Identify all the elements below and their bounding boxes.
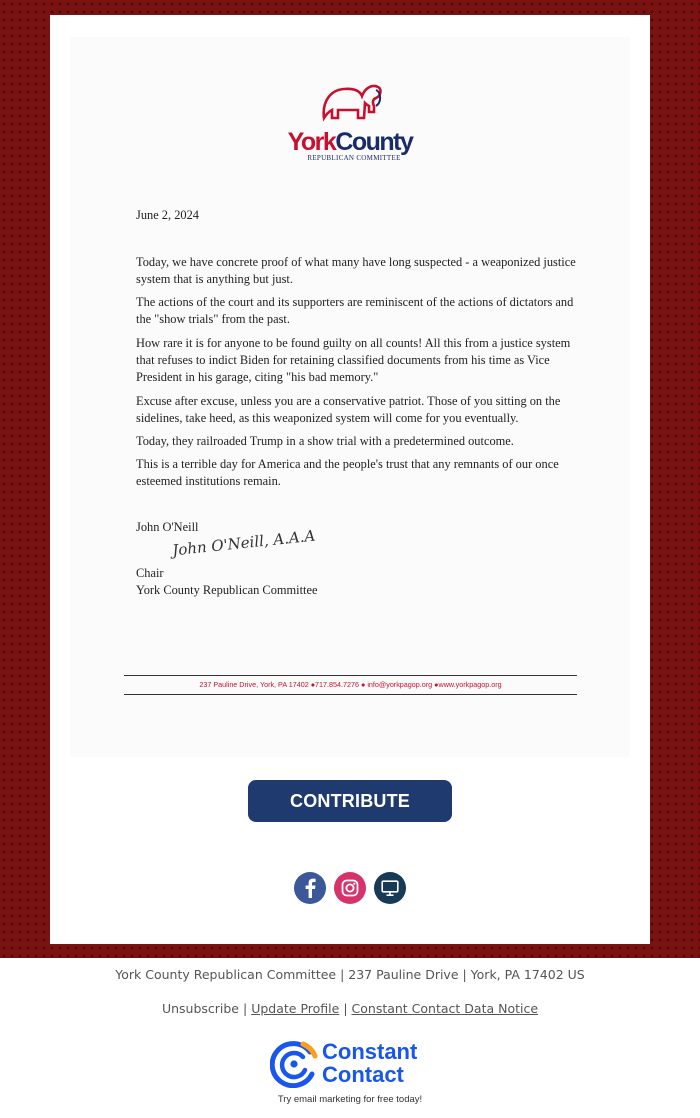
- instagram-link[interactable]: [334, 872, 366, 904]
- letterhead-footer-divider: [124, 694, 577, 695]
- contribute-button[interactable]: CONTRIBUTE: [248, 780, 452, 822]
- signer-organization: York County Republican Committee: [136, 583, 318, 597]
- logo-word-york: York: [287, 128, 336, 156]
- signer-name: John O'Neill: [136, 520, 199, 534]
- constant-contact-word-2: Contact: [322, 1062, 404, 1087]
- letterhead-footer-contact: 237 Pauline Drive, York, PA 17402 ●717.854.7276 ● info@yorkpagop.org ●www.yorkpagop.org: [199, 680, 502, 689]
- unsubscribe-link[interactable]: Unsubscribe: [161, 1001, 240, 1016]
- letter-paragraph: Excuse after excuse, unless you are a conservative patriot. Those of you sitting on the sidelines, take heed, as this weaponized system will come for you eventually.: [136, 394, 561, 425]
- handwritten-signature: John O'Neill, A.A.A: [171, 526, 317, 560]
- facebook-link[interactable]: [294, 872, 326, 904]
- letter-paragraph: Today, they railroaded Trump in a show trial with a predetermined outcome.: [136, 434, 514, 448]
- elephant-icon: [318, 78, 384, 130]
- footer-separator: |: [243, 1001, 248, 1016]
- footer-separator: |: [343, 1001, 348, 1016]
- letter-date: June 2, 2024: [136, 208, 199, 222]
- facebook-icon: [303, 878, 317, 898]
- letterhead-footer-divider: [124, 675, 577, 676]
- letter-paragraph: Today, we have concrete proof of what many have long suspected - a weaponized justice system that is anything but just.: [136, 255, 576, 286]
- update-profile-link[interactable]: Update Profile: [251, 1001, 340, 1016]
- letter-paragraph: This is a terrible day for America and the people's trust that any remnants of our once esteemed institutions remain.: [136, 457, 559, 488]
- monitor-icon: [381, 880, 399, 897]
- york-county-logo: [282, 78, 418, 164]
- website-link[interactable]: [374, 872, 406, 904]
- constant-contact-icon: [270, 1040, 318, 1088]
- footer-links: [0, 1001, 700, 1016]
- signer-title: Chair: [136, 566, 164, 580]
- data-notice-link[interactable]: Constant Contact Data Notice: [351, 1001, 539, 1016]
- letter-paragraph: The actions of the court and its supporters are reminiscent of the actions of dictators and the "show trials" from the past.: [136, 295, 574, 326]
- logo-subtitle: REPUBLICAN COMMITTEE: [307, 154, 401, 162]
- instagram-icon: [341, 879, 359, 897]
- logo-word-county: County: [335, 128, 413, 156]
- constant-contact-logo[interactable]: [270, 1040, 435, 1088]
- constant-contact-tagline[interactable]: Try email marketing for free today!: [277, 1094, 423, 1105]
- constant-contact-word-1: Constant: [322, 1039, 418, 1064]
- letter-paragraph: How rare it is for anyone to be found guilty on all counts! All this from a justice system that refuses to indict Biden for retaining classified documents from his time as Vice President in his garage, citing "his bad memory.": [136, 336, 571, 384]
- sender-address: York County Republican Committee | 237 Pauline Drive | York, PA 17402 US: [115, 967, 585, 982]
